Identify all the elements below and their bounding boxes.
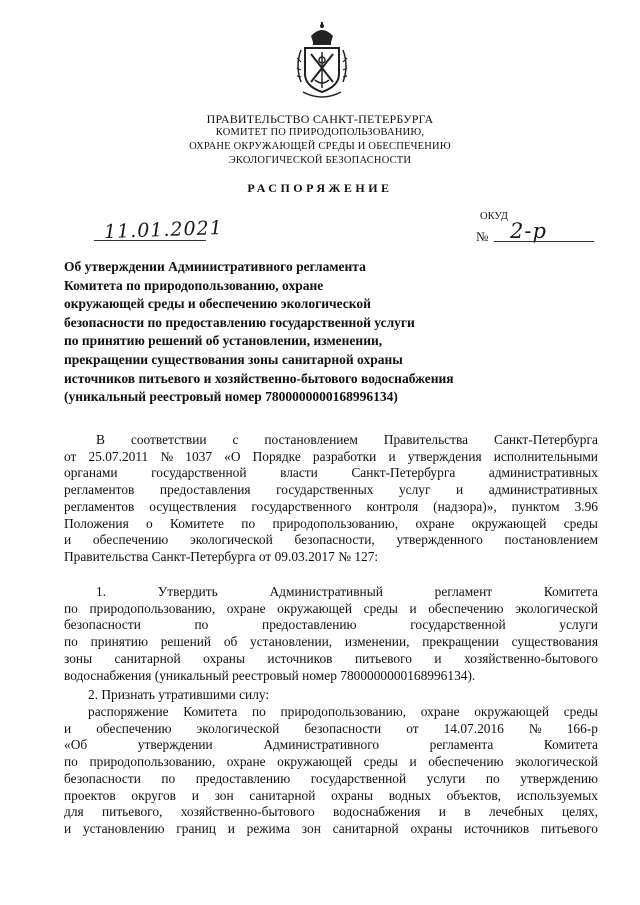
item-1-line: по принятию решений об установлении, изменении, прекращении существования [64, 634, 598, 650]
title-line: безопасности по предоставлению государственной услуги [64, 314, 415, 330]
preamble-paragraph [64, 432, 598, 566]
org-line-3: ОХРАНЕ ОКРУЖАЮЩЕЙ СРЕДЫ И ОБЕСПЕЧЕНИЮ [189, 141, 451, 152]
item-1-line: 1. Утвердить Административный регламент Комитета [96, 584, 598, 599]
document-title [64, 258, 524, 407]
document-date: 11.01.2021 [103, 216, 224, 244]
title-line: источников питьевого и хозяйственно-бытового водоснабжения [64, 370, 454, 386]
okud-label: ОКУД [480, 211, 508, 222]
item-2-line: и установлению границ и режима зон санитарной охраны источников питьевого [64, 820, 598, 836]
title-line: окружающей среды и обеспечению экологической [64, 296, 371, 312]
preamble-line: регламентов осуществления государственного контроля (надзора)», пунктом 3.96 [64, 498, 598, 514]
item-1-line: зоны санитарной охраны источников питьевого и хозяйственно-бытового [64, 650, 598, 666]
date-underline [94, 240, 206, 241]
item-1-line: водоснабжения (уникальный реестровый номер 7800000000168996134). [64, 667, 476, 683]
item-2-line: для питьевого, хозяйственно-бытового водоснабжения и в лечебных целях, [64, 804, 598, 820]
org-line-4: ЭКОЛОГИЧЕСКОЙ БЕЗОПАСНОСТИ [228, 155, 412, 166]
item-2-line: по природопользованию, охране окружающей среды и обеспечению экологической [64, 754, 598, 770]
number-underline [494, 241, 594, 242]
preamble-line: органами государственной власти Санкт-Петербурга административных [64, 465, 598, 481]
item-2-line: и обеспечению экологической безопасности от 14.07.2016 № 166-р [64, 720, 598, 736]
item-2-line: безопасности по предоставлению государственной услуги по утверждению [64, 770, 598, 786]
item-2-paragraph [64, 704, 598, 838]
item-1-paragraph [64, 584, 598, 684]
org-line-1: ПРАВИТЕЛЬСТВО САНКТ-ПЕТЕРБУРГА [206, 112, 434, 126]
title-line: Комитета по природопользованию, охране [64, 277, 324, 293]
number-label: № [476, 229, 489, 244]
preamble-line: В соответствии с постановлением Правительства Санкт-Петербурга [96, 432, 598, 447]
org-line-2: КОМИТЕТ ПО ПРИРОДОПОЛЬЗОВАНИЮ, [215, 127, 425, 138]
preamble-line: Правительства Санкт-Петербурга от 09.03.2017 № 127: [64, 548, 379, 564]
title-line: Об утверждении Административного регламента [64, 259, 366, 274]
item-1-line: безопасности по предоставлению государственной услуги [64, 617, 598, 633]
title-line: (уникальный реестровый номер 7800000000168996134) [64, 389, 398, 405]
item-2-line: проектов округов и зон санитарной охраны водных объектов, используемых [64, 787, 598, 803]
item-1-line: по природопользованию, охране окружающей среды и обеспечению экологической [64, 600, 598, 616]
document-number: 2-р [510, 219, 547, 243]
preamble-line: и обеспечению экологической безопасности, утвержденного постановлением [64, 532, 598, 548]
preamble-line: регламентов предоставления государственных услуг и административных [64, 482, 598, 498]
preamble-line: Положения о Комитете по природопользованию, охране окружающей среды [64, 515, 598, 531]
item-2-heading-block [64, 687, 598, 704]
item-2-heading: 2. Признать утратившими силу: [88, 687, 270, 702]
title-line: прекращении существования зоны санитарной охраны [64, 351, 403, 367]
item-2-line: распоряжение Комитета по природопользованию, охране окружающей среды [88, 704, 598, 719]
preamble-line: от 25.07.2011 № 1037 «О Порядке разработки и утверждения исполнительными [64, 448, 598, 464]
document-type: РАСПОРЯЖЕНИЕ [247, 181, 393, 195]
spb-coat-of-arms-icon [291, 22, 353, 104]
title-line: по принятию решений об установлении, изменении, [64, 333, 383, 349]
item-2-line: «Об утверждении Административного регламента Комитета [64, 737, 598, 753]
